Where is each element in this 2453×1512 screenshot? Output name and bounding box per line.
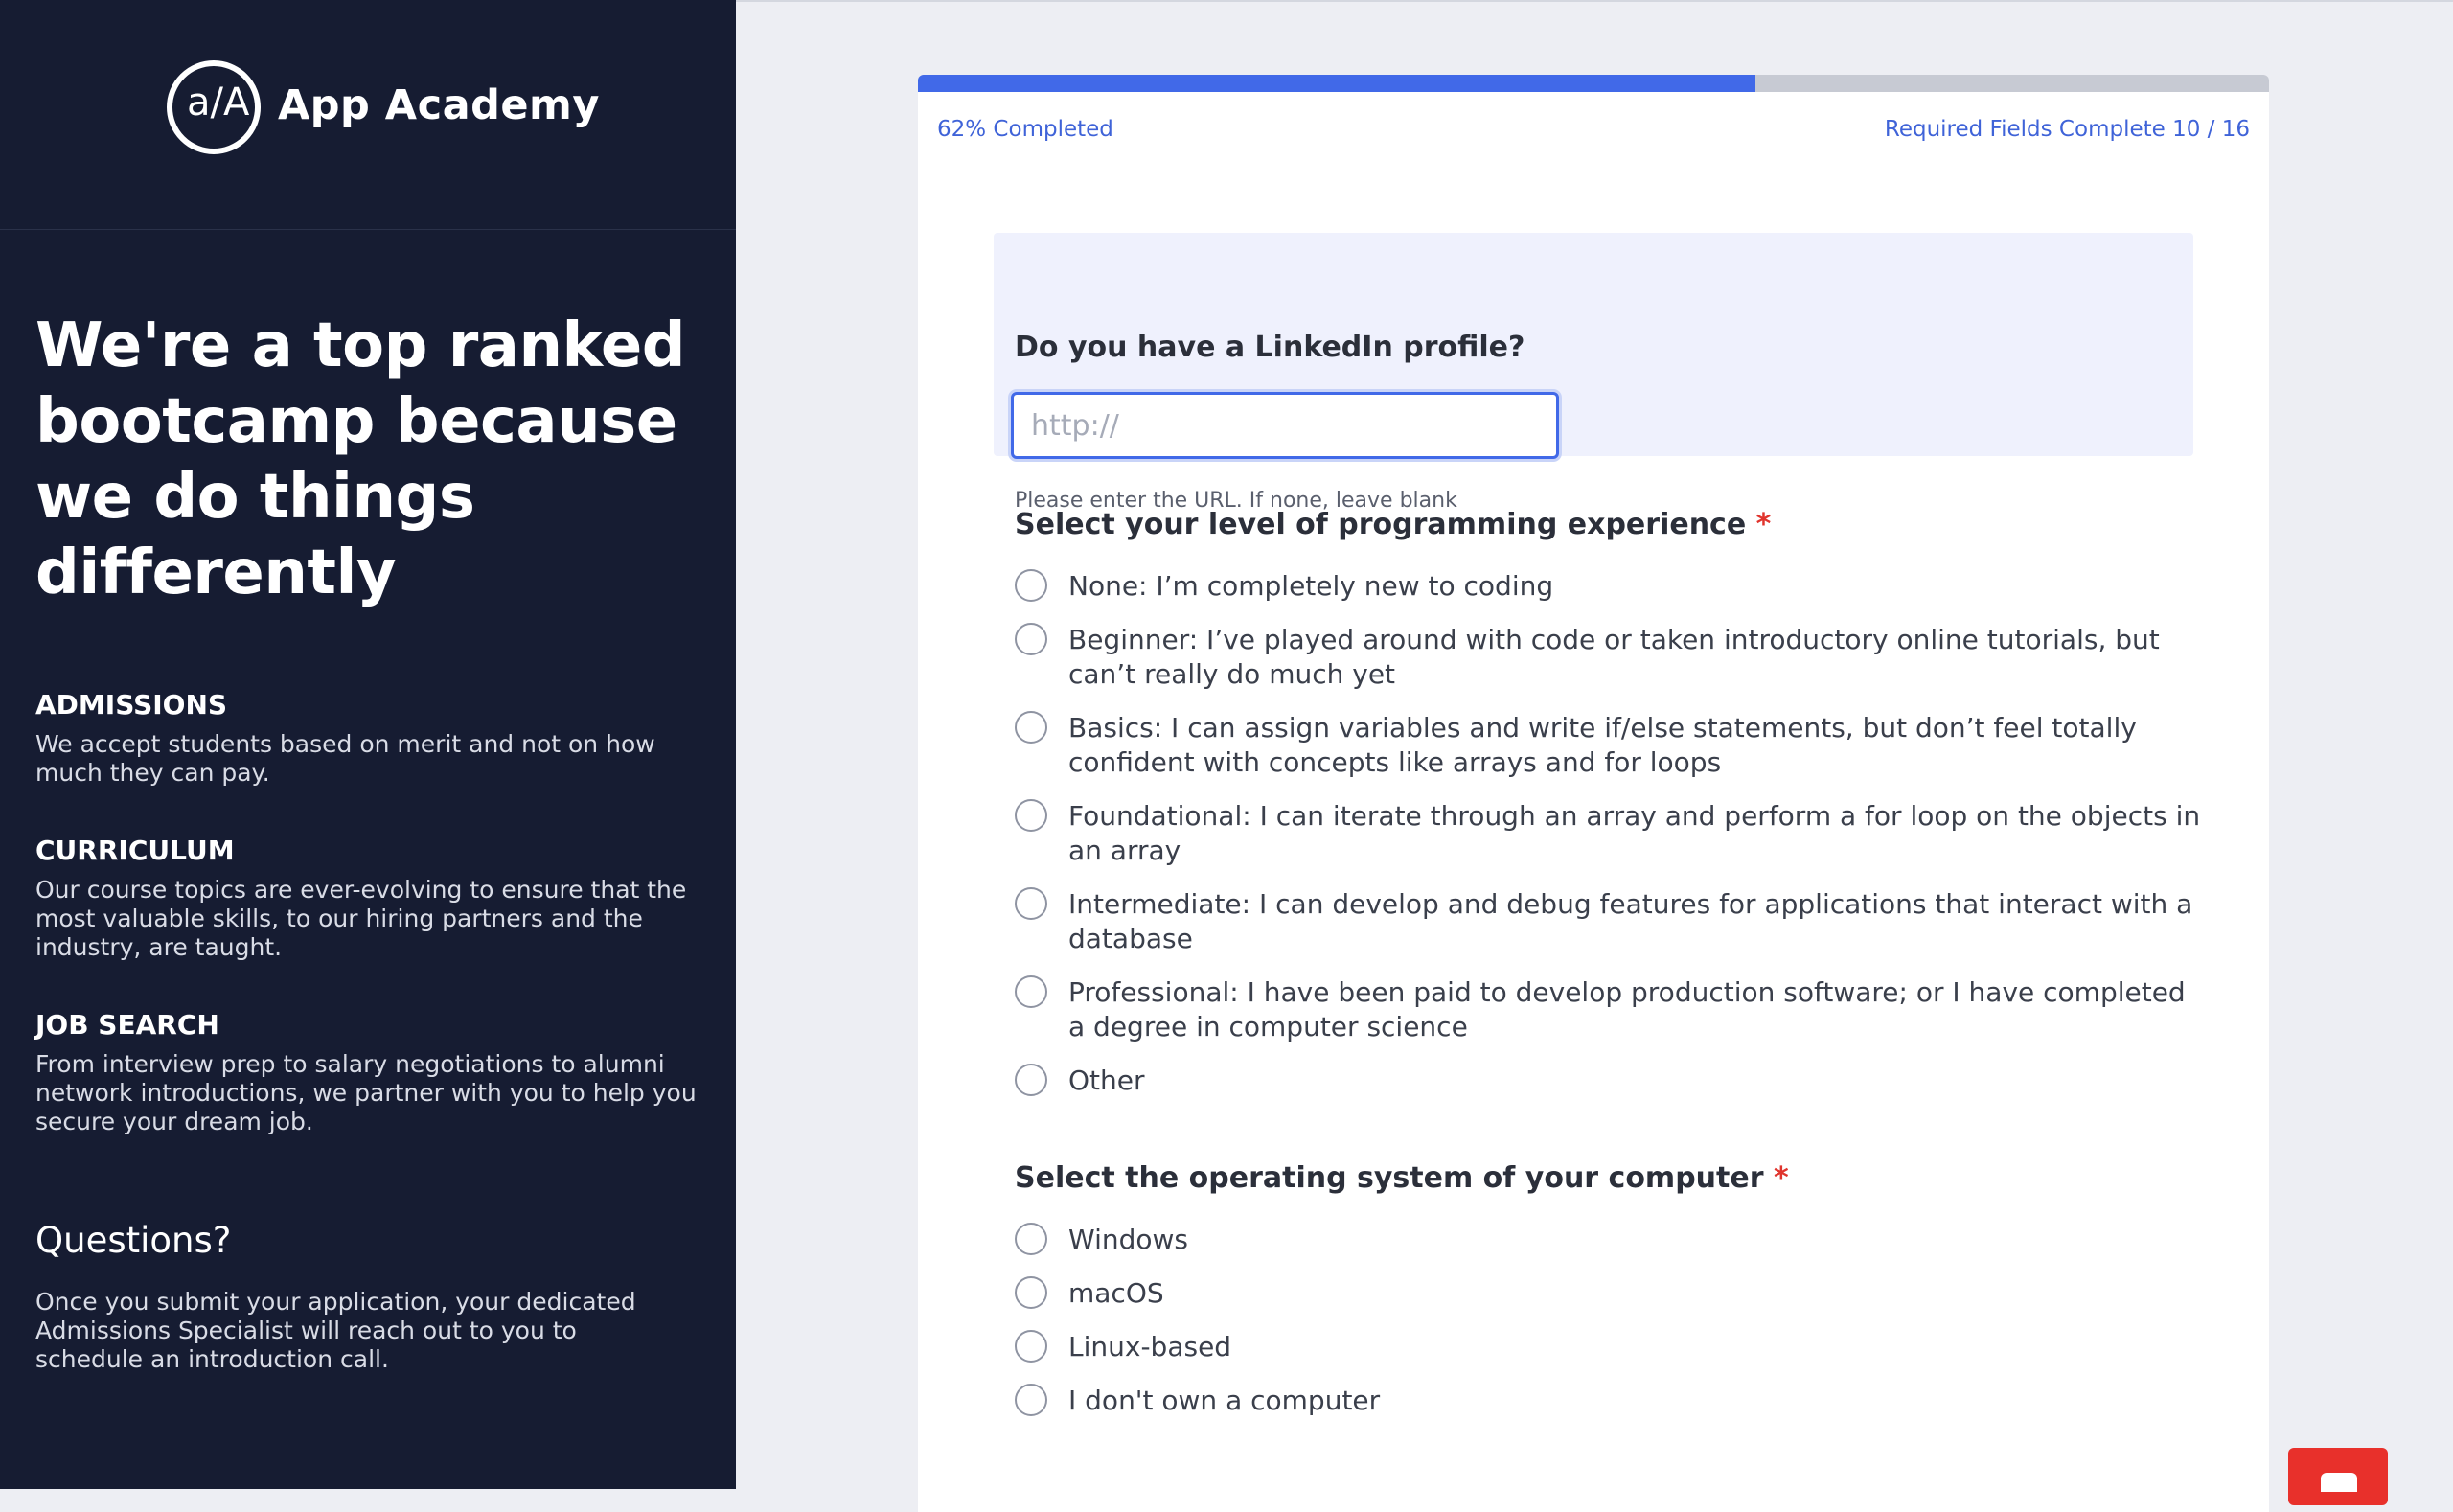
required-asterisk: * (1755, 508, 1772, 541)
option-label: Other (1068, 1065, 1145, 1096)
radio-button[interactable] (1015, 569, 1047, 602)
section-text: Our course topics are ever-evolving to ensure that the most valuable skills, to our hiring partners and the industry, are taught. (35, 876, 687, 961)
section-text: We accept students based on merit and not on how much they can pay. (35, 730, 655, 787)
experience-label-text: Select your level of programming experience (1015, 508, 1747, 541)
radio-button[interactable] (1015, 1223, 1047, 1255)
questions-text: Once you submit your application, your dedicated Admissions Specialist will reach out to you to schedule an introduction call. (35, 1288, 636, 1373)
radio-button[interactable] (1015, 887, 1047, 920)
section-title: CURRICULUM (35, 835, 235, 866)
radio-button[interactable] (1015, 975, 1047, 1008)
os-label (1015, 1159, 2203, 1198)
questions-title: Questions? (35, 1220, 232, 1261)
progress-percent-label: 62% Completed (937, 117, 1113, 142)
experience-option-beginner[interactable] (1015, 623, 2203, 692)
curriculum-section (35, 834, 697, 962)
linkedin-question (994, 233, 2193, 513)
svg-text:a/A: a/A (187, 80, 250, 125)
brand-name: App Academy (278, 81, 600, 129)
radio-button[interactable] (1015, 1276, 1047, 1309)
experience-option-none[interactable] (1015, 569, 2203, 604)
option-label: I don't own a computer (1068, 1385, 1381, 1416)
linkedin-label: Do you have a LinkedIn profile? (1015, 331, 1525, 364)
os-option-no-computer[interactable] (1015, 1384, 2203, 1418)
app-academy-logo-icon (166, 59, 262, 155)
experience-option-intermediate[interactable] (1015, 887, 2203, 956)
sidebar-headline: We're a top ranked bootcamp because we do things differently (35, 310, 686, 608)
experience-question (1015, 506, 2203, 1117)
os-option-macos[interactable] (1015, 1276, 2203, 1311)
progress-bar (918, 75, 2269, 92)
job-search-section (35, 1008, 697, 1136)
os-label-text: Select the operating system of your computer (1015, 1161, 1764, 1195)
option-label: Professional: I have been paid to develop production software; or I have completed a degree in computer science (1068, 976, 2186, 1042)
linkedin-url-input[interactable] (1011, 392, 1559, 459)
section-title: ADMISSIONS (35, 689, 228, 721)
section-title: JOB SEARCH (35, 1009, 219, 1041)
option-label: Foundational: I can iterate through an array and perform a for loop on the objects in an array (1068, 800, 2201, 866)
experience-option-other[interactable] (1015, 1064, 2203, 1098)
radio-button[interactable] (1015, 711, 1047, 744)
required-fields-counter: Required Fields Complete 10 / 16 (1884, 117, 2250, 142)
radio-button[interactable] (1015, 1384, 1047, 1416)
top-divider (736, 0, 2453, 2)
chat-button[interactable] (2288, 1448, 2388, 1505)
option-label: Intermediate: I can develop and debug features for applications that interact with a database (1068, 888, 2193, 954)
os-option-windows[interactable] (1015, 1223, 2203, 1257)
progress-bar-fill (918, 75, 1755, 92)
radio-button[interactable] (1015, 799, 1047, 832)
os-option-linux[interactable] (1015, 1330, 2203, 1364)
radio-button[interactable] (1015, 1064, 1047, 1096)
experience-option-professional[interactable] (1015, 975, 2203, 1044)
radio-button[interactable] (1015, 623, 1047, 655)
option-label: None: I’m completely new to coding (1068, 570, 1554, 602)
experience-option-foundational[interactable] (1015, 799, 2203, 868)
option-label: Windows (1068, 1224, 1188, 1255)
experience-label (1015, 506, 2203, 544)
linkedin-help-text: Please enter the URL. If none, leave blank (1015, 489, 1457, 513)
sidebar (0, 0, 736, 1489)
option-label: Basics: I can assign variables and write if/else statements, but don’t feel totally confident with concepts like arrays and for loops (1068, 712, 2137, 778)
option-label: Linux-based (1068, 1331, 1232, 1363)
section-text: From interview prep to salary negotiations to alumni network introductions, we partner with you to help you secure your dream job. (35, 1050, 697, 1135)
experience-option-basics[interactable] (1015, 711, 2203, 780)
os-question (1015, 1159, 2203, 1437)
admissions-section (35, 688, 697, 788)
required-asterisk: * (1773, 1161, 1789, 1195)
radio-button[interactable] (1015, 1330, 1047, 1363)
application-form-card (918, 75, 2269, 1512)
chat-icon (2321, 1473, 2357, 1492)
brand-header (0, 0, 736, 230)
option-label: Beginner: I’ve played around with code or taken introductory online tutorials, but can’t really do much yet (1068, 624, 2160, 690)
option-label: macOS (1068, 1277, 1164, 1309)
